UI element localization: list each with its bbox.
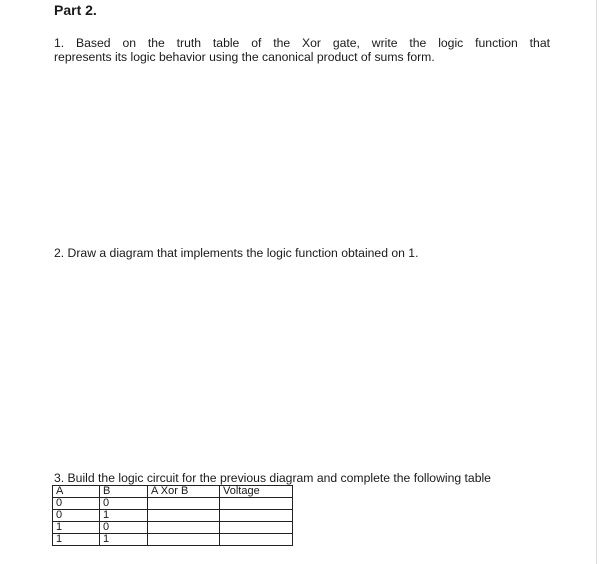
cell-voltage[interactable]: [220, 498, 293, 510]
cell-voltage[interactable]: [220, 534, 293, 546]
truth-table: [52, 485, 293, 546]
table-header-row: [53, 486, 293, 498]
cell-a: 0: [53, 510, 100, 522]
cell-b: 0: [100, 522, 148, 534]
header-a: A: [53, 486, 100, 498]
table-row: [53, 522, 293, 534]
cell-a: 1: [53, 534, 100, 546]
table-row: [53, 498, 293, 510]
cell-voltage[interactable]: [220, 510, 293, 522]
question-1-line-2: represents its logic behavior using the canonical product of sums form.: [54, 50, 435, 64]
table-row: [53, 534, 293, 546]
section-heading: Part 2.: [54, 2, 97, 18]
question-2: 2. Draw a diagram that implements the logic function obtained on 1.: [54, 246, 419, 260]
header-b: B: [100, 486, 148, 498]
question-3: 3. Build the logic circuit for the previous diagram and complete the following table: [54, 471, 491, 485]
cell-xor[interactable]: [148, 534, 220, 546]
cell-voltage[interactable]: [220, 522, 293, 534]
question-1: [54, 36, 550, 64]
cell-b: 1: [100, 510, 148, 522]
header-xor: A Xor B: [148, 486, 220, 498]
cell-b: 1: [100, 534, 148, 546]
cell-a: 0: [53, 498, 100, 510]
cell-a: 1: [53, 522, 100, 534]
table-row: [53, 510, 293, 522]
question-1-line-1: 1. Based on the truth table of the Xor gate, write the logic function that: [54, 36, 550, 50]
cell-xor[interactable]: [148, 522, 220, 534]
page-edge-divider: [596, 0, 597, 564]
cell-b: 0: [100, 498, 148, 510]
header-voltage: Voltage: [220, 486, 293, 498]
cell-xor[interactable]: [148, 498, 220, 510]
cell-xor[interactable]: [148, 510, 220, 522]
